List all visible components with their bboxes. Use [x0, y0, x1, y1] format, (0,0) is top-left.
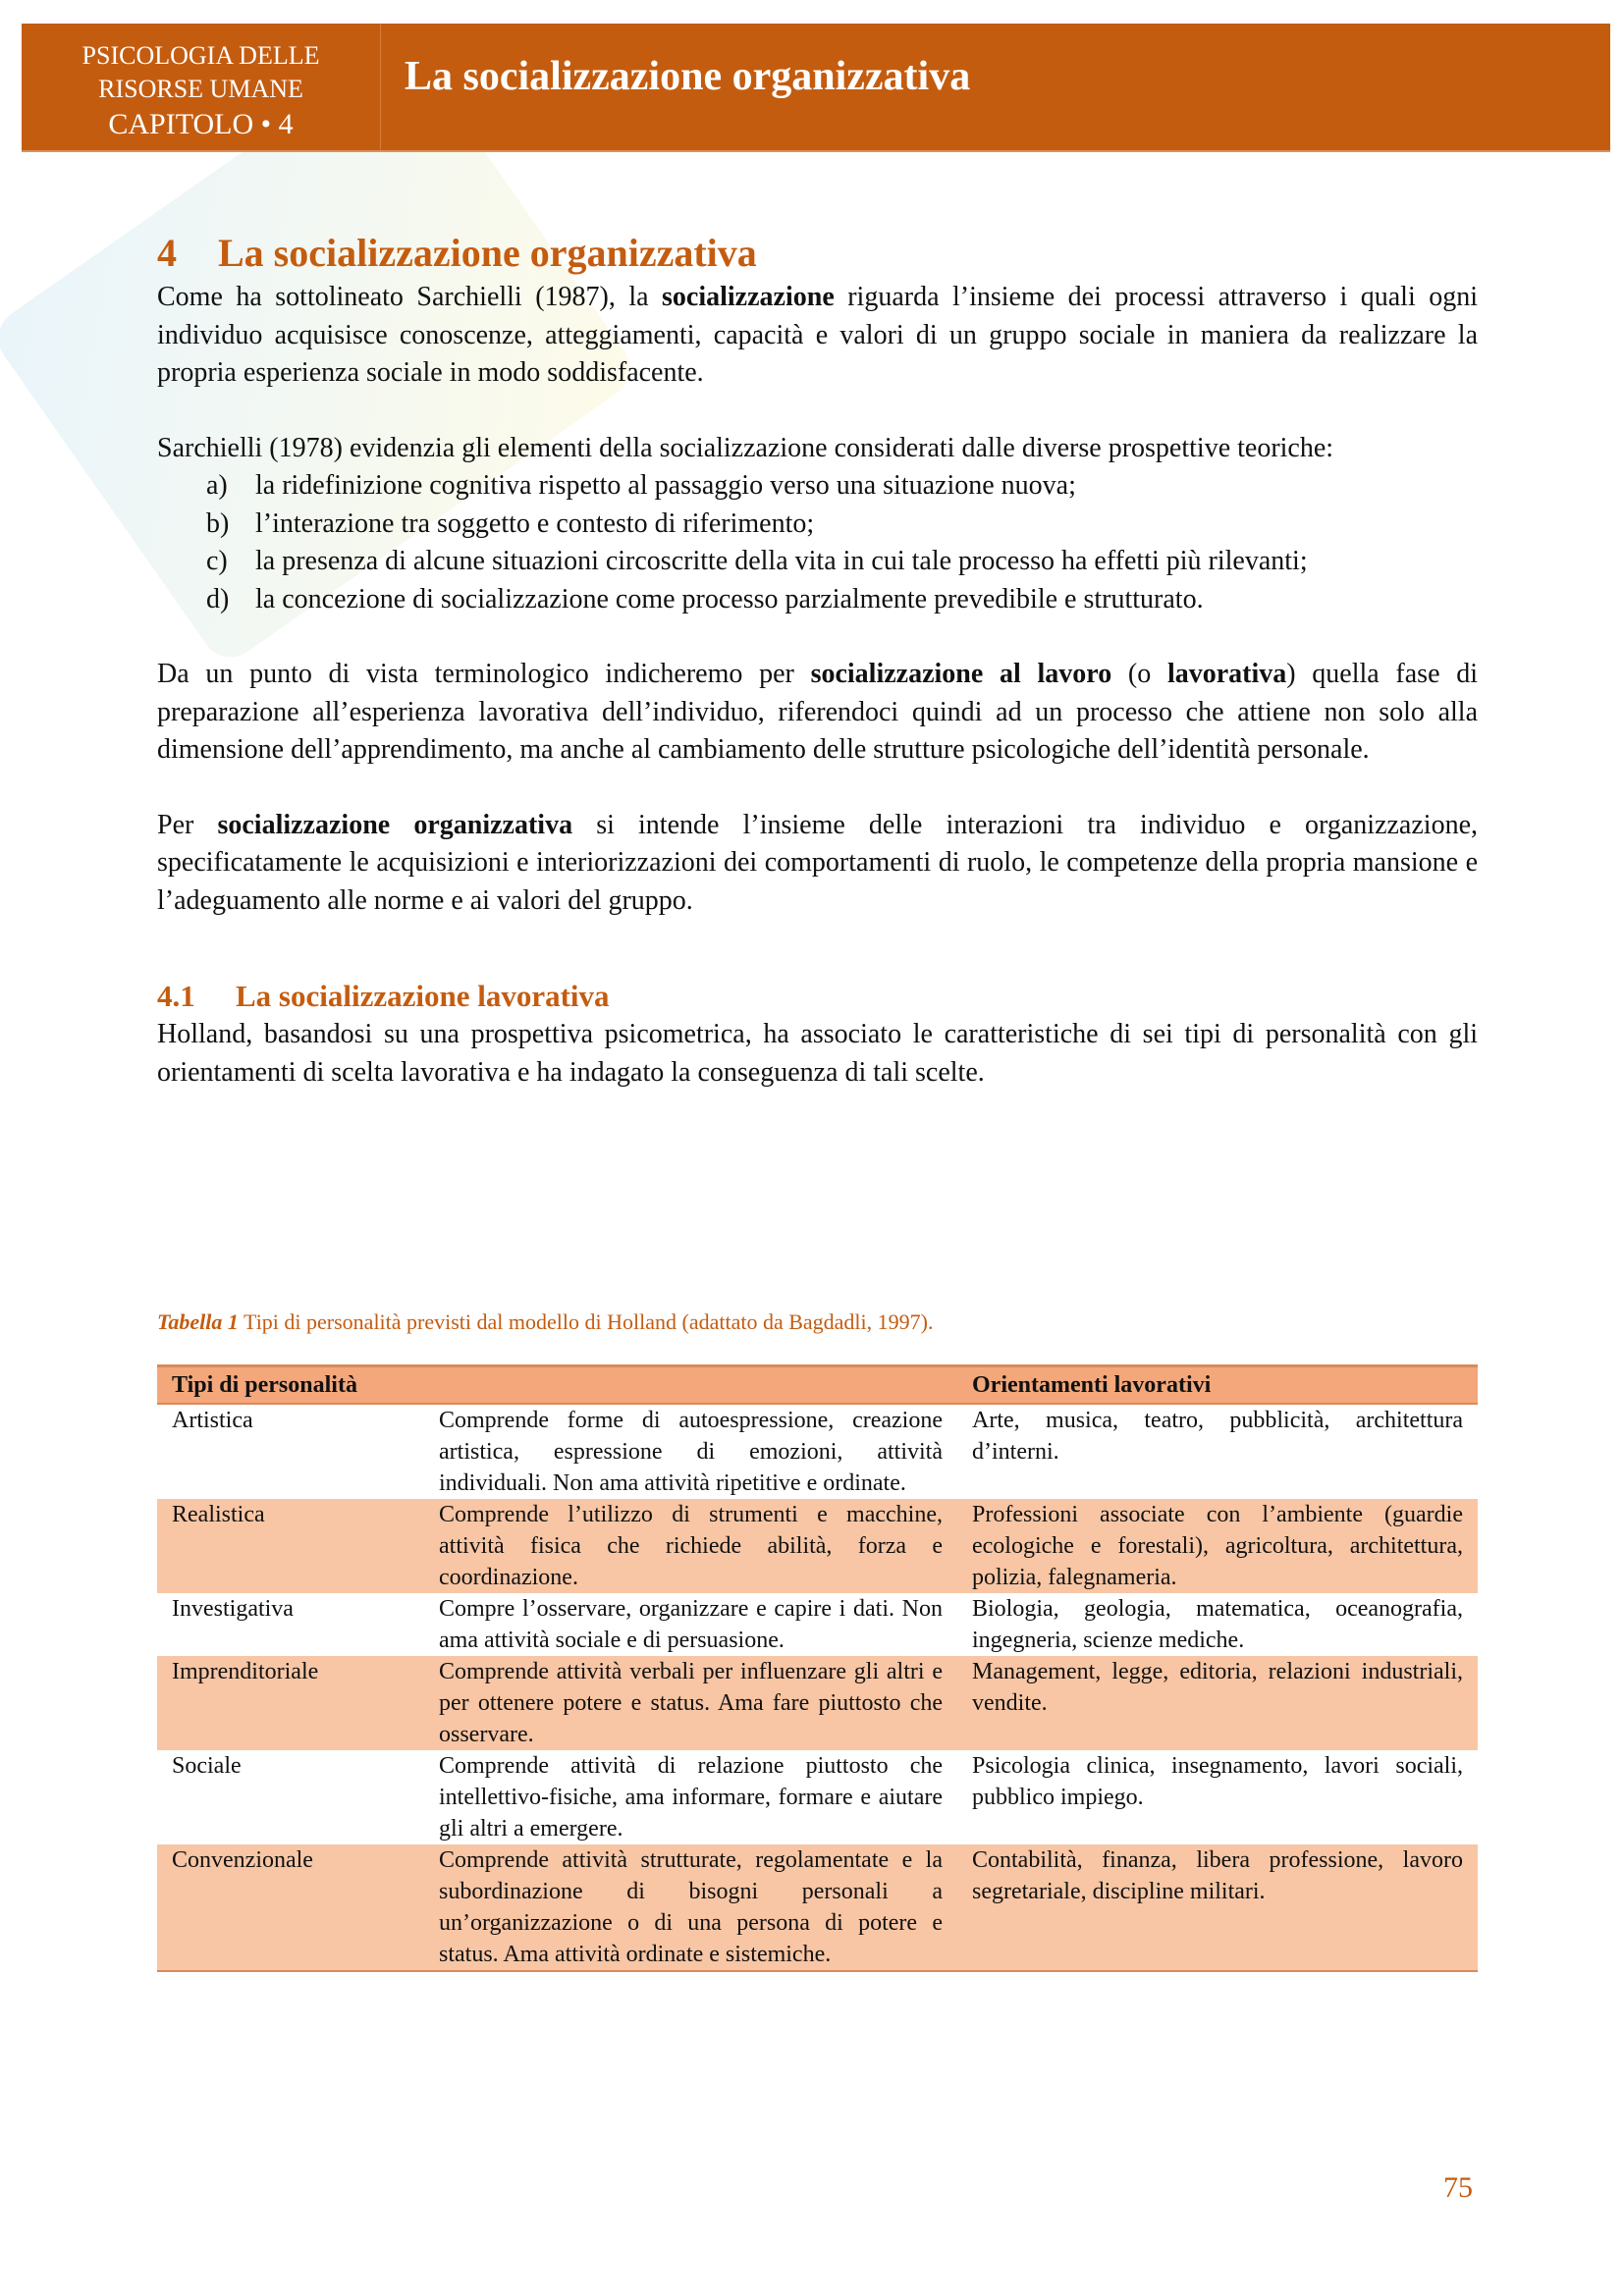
cell-type: Investigativa [172, 1596, 294, 1622]
column-header: Orientamenti lavorativi [957, 1366, 1478, 1405]
page-number: 75 [1443, 2171, 1473, 2204]
list-item: b) l’interazione tra soggetto e contesto di riferimento; [206, 507, 815, 539]
subsection-title: La socializzazione lavorativa [236, 979, 610, 1013]
cell-type: Realistica [157, 1499, 424, 1593]
holland-table [157, 1364, 1478, 1972]
cell-orient: Arte, musica, teatro, pubblicità, architettura d’interni. [972, 1408, 1463, 1465]
cell-type: Imprenditoriale [157, 1656, 424, 1750]
cell-desc: Comprende forme di autoespressione, creazione artistica, espressione di emozioni, attività individuali. Non ama attività ripetitive e ordinate. [439, 1408, 943, 1496]
list-item: a) la ridefinizione cognitiva rispetto al passaggio verso una situazione nuova; [206, 470, 1076, 501]
list-item: d) la concezione di socializzazione come processo parzialmente prevedibile e strutturato. [206, 583, 1204, 614]
cell-type: Sociale [172, 1753, 242, 1779]
cell-type: Convenzionale [157, 1844, 424, 1971]
table-caption: Tabella 1 Tipi di personalità previsti dal modello di Holland (adattato da Bagdadli, 1997). [157, 1309, 934, 1334]
subsection-paragraph: Holland, basandosi su una prospettiva psicometrica, ha associato le caratteristiche di sei tipi di personalità con gli orientamenti di scelta lavorativa e ha indagato la conseguenza di tali scelte. [157, 1019, 1478, 1088]
book-title-line2: RISORSE UMANE [98, 75, 303, 103]
cell-orient: Psicologia clinica, insegnamento, lavori sociali, pubblico impiego. [972, 1753, 1463, 1810]
subsection-heading [157, 977, 1478, 1016]
list-item: c) la presenza di alcune situazioni circoscritte della vita in cui tale processo ha effetti più rilevanti; [206, 546, 1308, 576]
elements-list [157, 467, 1478, 618]
cell-orient: Biologia, geologia, matematica, oceanografia, ingegneria, scienze mediche. [972, 1596, 1463, 1653]
cell-orient: Professioni associate con l’ambiente (guardie ecologiche e forestali), agricoltura, architettura, polizia, falegnameria. [957, 1499, 1478, 1593]
book-info [22, 24, 381, 150]
paragraph-3: Da un punto di vista terminologico indicheremo per socializzazione al lavoro (o lavorativa) quella fase di preparazione all’esperienza lavorativa dell’individuo, riferendoci quindi ad un processo che attiene non solo alla dimensione dell’apprendimento, ma anche al cambiamento delle strutture psicologiche dell’identità personale. [157, 659, 1478, 765]
cell-desc: Comprende attività verbali per influenzare gli altri e per ottenere potere e status. Ama fare piuttosto che osservare. [424, 1656, 957, 1750]
column-header: Tipi di personalità [157, 1366, 424, 1405]
table-row [157, 1656, 1478, 1750]
paragraph-2: Sarchielli (1978) evidenzia gli elementi della socializzazione considerati dalle diverse prospettive teoriche: [157, 432, 1334, 463]
column-header [424, 1366, 957, 1405]
chapter-label: CAPITOLO • 4 [108, 108, 294, 140]
subsection-number: 4.1 [157, 979, 195, 1013]
page-header [22, 24, 1610, 152]
table-row [157, 1593, 1478, 1656]
cell-type: Artistica [172, 1408, 253, 1433]
cell-orient: Management, legge, editoria, relazioni industriali, vendite. [957, 1656, 1478, 1750]
table-row [157, 1750, 1478, 1844]
table-row [157, 1844, 1478, 1971]
paragraph-4: Per socializzazione organizzativa si intende l’insieme delle interazioni tra individuo e organizzazione, specificatamente le acquisizioni e interiorizzazioni dei comportamenti di ruolo, le competenze della propria mansione e l’adeguamento alle norme e ai valori del gruppo. [157, 809, 1478, 916]
table-row [157, 1499, 1478, 1593]
cell-desc: Compre l’osservare, organizzare e capire i dati. Non ama attività sociale e di persuasione. [439, 1596, 943, 1653]
cell-orient: Contabilità, finanza, libera professione, lavoro segretariale, discipline militari. [957, 1844, 1478, 1971]
section-heading [157, 228, 1478, 279]
header-title: La socializzazione organizzativa [405, 54, 971, 99]
table-row [157, 1404, 1478, 1499]
book-title-line1: PSICOLOGIA DELLE [81, 41, 320, 70]
table-header-row [157, 1366, 1478, 1405]
paragraph-1: Come ha sottolineato Sarchielli (1987), la socializzazione riguarda l’insieme dei processi attraverso i quali ogni individuo acquisisce conoscenze, atteggiamenti, capacità e valori di un gruppo sociale in maniera da realizzare la propria esperienza sociale in modo soddisfacente. [157, 282, 1478, 388]
section-number: 4 [157, 231, 177, 275]
section-title: La socializzazione organizzativa [218, 231, 757, 275]
cell-desc: Comprende l’utilizzo di strumenti e macchine, attività fisica che richiede abilità, forza e coordinazione. [424, 1499, 957, 1593]
cell-desc: Comprende attività di relazione piuttosto che intellettivo-fisiche, ama informare, formare e aiutare gli altri a emergere. [439, 1753, 943, 1842]
main-content [157, 228, 1478, 1092]
cell-desc: Comprende attività strutturate, regolamentate e la subordinazione di bisogni personali a un’organizzazione o di una persona di potere e status. Ama attività ordinate e sistemiche. [424, 1844, 957, 1971]
